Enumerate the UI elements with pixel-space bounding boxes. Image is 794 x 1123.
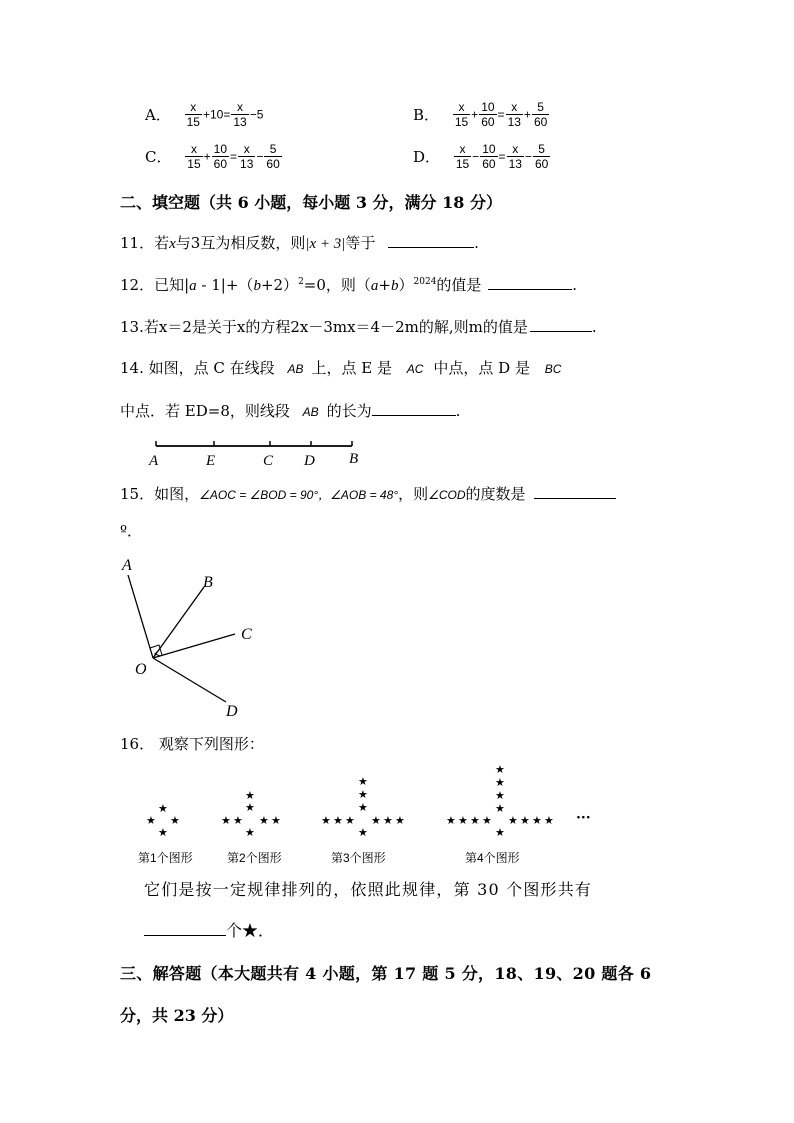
label-b: B bbox=[203, 574, 213, 591]
ellipsis: ··· bbox=[576, 810, 591, 826]
figure-caption-1: 第1个图形 bbox=[138, 851, 193, 865]
fraction: $\frac{x}{13}$ bbox=[233, 100, 247, 129]
fraction: $\frac{10}{60}$ bbox=[482, 142, 496, 171]
fraction: $\frac{5}{60}$ bbox=[533, 100, 548, 129]
label-d: D bbox=[226, 703, 238, 720]
star-icon: ★ bbox=[532, 814, 542, 827]
fraction: $\frac{5}{60}$ bbox=[534, 142, 549, 171]
star-icon: ★ bbox=[333, 814, 343, 827]
ray-ob bbox=[153, 587, 204, 658]
star-icon: ★ bbox=[245, 801, 255, 814]
fraction: $\frac{x}{13}$ bbox=[507, 100, 521, 129]
section3-heading-line2: 分，共 23 分） bbox=[120, 1006, 234, 1025]
question-14-line2: 中点．若 ED=8，则线段 AB 的长为 . bbox=[120, 402, 461, 420]
answer-blank[interactable] bbox=[530, 331, 592, 332]
star-icon: ★ bbox=[495, 789, 505, 802]
label-d: D bbox=[304, 453, 315, 469]
star-icon: ★ bbox=[371, 814, 381, 827]
fraction: $\frac{x}{15}$ bbox=[187, 142, 201, 171]
star-icon: ★ bbox=[345, 814, 355, 827]
label-c: C bbox=[263, 453, 274, 469]
segment-figure bbox=[140, 432, 370, 472]
star-icon: ★ bbox=[495, 763, 505, 776]
star-icon: ★ bbox=[358, 788, 368, 801]
section2-heading: 二、填空题（共 6 小题，每小题 3 分，满分 18 分） bbox=[120, 193, 502, 212]
fraction: $\frac{x}{15}$ bbox=[455, 142, 470, 171]
star-icon: ★ bbox=[395, 814, 405, 827]
label-o: O bbox=[135, 661, 147, 678]
question-14-line1: 14. 如图，点 C 在线段 AB 上，点 E 是 AC 中点，点 D 是 BC bbox=[120, 359, 562, 377]
figure-caption-3: 第3个图形 bbox=[331, 851, 386, 865]
ray-od bbox=[153, 658, 226, 702]
star-icon: ★ bbox=[470, 814, 480, 827]
ray-oc bbox=[153, 634, 235, 658]
star-icon: ★ bbox=[446, 814, 456, 827]
star-icon: ★ bbox=[358, 801, 368, 814]
fraction: $\frac{x}{15}$ bbox=[454, 100, 469, 129]
fraction: $\frac{x}{13}$ bbox=[240, 142, 254, 171]
label-b: B bbox=[349, 451, 359, 467]
ray-oa bbox=[128, 575, 153, 658]
question-16-text: 它们是按一定规律排列的，依照此规律，第 30 个图形共有 bbox=[144, 880, 593, 899]
star-icon: ★ bbox=[358, 826, 368, 839]
answer-blank[interactable] bbox=[372, 415, 456, 416]
star-icon: ★ bbox=[482, 814, 492, 827]
question-16-answer: 个★． bbox=[144, 918, 274, 941]
star-icon: ★ bbox=[495, 826, 505, 839]
star-icon: ★ bbox=[221, 814, 231, 827]
star-icon: ★ bbox=[233, 814, 243, 827]
answer-blank[interactable] bbox=[534, 498, 616, 499]
label-e: E bbox=[206, 453, 216, 469]
question-12: 12．已知$|a - 1|+(b+2)^2=0$，则$(a+b)^{2024}$的值是 . bbox=[120, 276, 577, 294]
label-c: C bbox=[241, 626, 252, 643]
fraction: $\frac{10}{60}$ bbox=[213, 142, 227, 171]
question-11: 11．若x与3互为相反数，则|x + 3|等于 . bbox=[120, 234, 479, 252]
star-icon: ★ bbox=[358, 775, 368, 788]
answer-blank[interactable] bbox=[388, 247, 474, 248]
fraction: $\frac{10}{60}$ bbox=[481, 100, 495, 129]
star-icon: ★ bbox=[544, 814, 554, 827]
answer-blank[interactable] bbox=[144, 935, 226, 936]
option-c: C． $\frac{x}{15}$ + $\frac{10}{60}$ = $\frac{x}{13}$ − $\frac{5}{60}$ bbox=[145, 142, 280, 171]
angle-figure bbox=[110, 548, 270, 723]
star-icon: ★ bbox=[495, 802, 505, 815]
section3-heading-line1: 三、解答题（本大题共有 4 小题，第 17 题 5 分，18、19、20 题各 6 bbox=[120, 964, 652, 983]
option-d: D． $\frac{x}{15}$ − $\frac{10}{60}$ = $\frac{x}{13}$ − $\frac{5}{60}$ bbox=[413, 142, 549, 171]
figure-caption-2: 第2个图形 bbox=[227, 851, 282, 865]
answer-blank[interactable] bbox=[488, 289, 572, 290]
star-icon: ★ bbox=[146, 814, 156, 827]
option-b: B． $\frac{x}{15}$ + $\frac{10}{60}$ = $\frac{x}{13}$ + $\frac{5}{60}$ bbox=[413, 100, 548, 129]
star-icon: ★ bbox=[321, 814, 331, 827]
star-icon: ★ bbox=[520, 814, 530, 827]
question-16: 16． 观察下列图形： bbox=[120, 735, 264, 753]
star-icon: ★ bbox=[458, 814, 468, 827]
label-a: A bbox=[149, 453, 159, 469]
option-a: A． $\frac{x}{15}$ +10= $\frac{x}{13}$ −5 bbox=[145, 100, 264, 129]
question-15: 15．如图，∠AOC = ∠BOD = 90°，∠AOB = 48°，则∠COD的度数是 bbox=[120, 483, 616, 504]
fraction: $\frac{5}{60}$ bbox=[266, 142, 280, 171]
fraction: $\frac{x}{15}$ bbox=[186, 100, 200, 129]
star-icon: ★ bbox=[495, 776, 505, 789]
figure-caption-4: 第4个图形 bbox=[465, 851, 520, 865]
star-icon: ★ bbox=[259, 814, 269, 827]
fraction: $\frac{x}{13}$ bbox=[508, 142, 522, 171]
star-icon: ★ bbox=[158, 802, 168, 815]
star-icon: ★ bbox=[245, 789, 255, 802]
star-icon: ★ bbox=[383, 814, 393, 827]
star-icon: ★ bbox=[508, 814, 518, 827]
star-icon: ★ bbox=[158, 826, 168, 839]
label-a: A bbox=[122, 557, 132, 574]
question-13: 13.若x＝2是关于x的方程2x－3mx＝4－2m的解,则m的值是 . bbox=[120, 318, 597, 336]
star-icon: ★ bbox=[170, 814, 180, 827]
star-icon: ★ bbox=[271, 814, 281, 827]
star-icon: ★ bbox=[245, 826, 255, 839]
degree-mark: º． bbox=[120, 522, 143, 540]
